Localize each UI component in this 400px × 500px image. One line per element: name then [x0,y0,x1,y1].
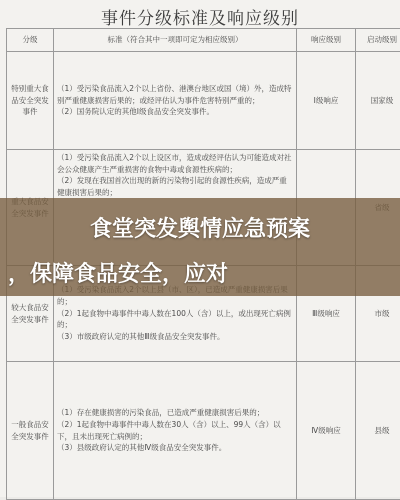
row-start: 市级 [356,266,400,362]
row-response: Ⅲ级响应 [297,266,356,362]
row-start: 国家级 [356,52,400,150]
header-response: 响应级别 [297,29,356,52]
standard-item: （1）受污染食品流入2个以上设区市，造成或经评估认为可能造成对社会公众健康产生严重损害的食物中毒或食源性疾病的； [57,152,293,175]
standard-item: （1）受污染食品流入2个以上省份、港澳台地区或国（境）外，造成特别严重健康损害后果的；或经评估认为事件危害特别严重的； [57,83,293,106]
standard-item: 的； [57,284,293,307]
row-level: 较大食品安全突发事件 [7,266,54,362]
document-title: 事件分级标准及响应级别 [0,4,400,29]
header-start: 启动级别 [356,29,400,52]
standard-item: （3）市级政府认定的其他Ⅲ级食品安全突发事件。 [57,331,293,343]
headline-line-2: ，保障食品安全，应对 [8,257,400,288]
header-standard: 标准（符合其中一项即可定为相应级别） [54,29,297,52]
standard-item: （3）县级政府认定的其他Ⅳ级食品安全突发事件。 [57,442,293,454]
standard-item: （2）1起食物中毒事件中毒人数在30人（含）以上、99人（含）以下，且未出现死亡病例的； [57,419,293,442]
table-row [7,362,400,500]
row-standard [54,52,297,150]
row-response: Ⅰ级响应 [297,52,356,150]
row-standard [54,362,297,500]
header-level: 分级 [7,29,54,52]
headline-line-1: 食堂突发舆情应急预案 [0,212,400,243]
table-header-row [7,29,400,52]
standard-item: （1）存在健康损害的污染食品，已造成严重健康损害后果的； [57,407,293,419]
table-row [7,52,400,150]
standard-item: （2）发现在我国首次出现的新的污染物引起的食源性疾病，造成严重健康损害后果的； [57,175,293,198]
row-level: 特别重大食品安全突发事件 [7,52,54,150]
row-start: 县级 [356,362,400,500]
standard-item: （2）1起食物中毒事件中毒人数在100人（含）以上，或出现死亡病例的； [57,308,293,331]
row-response: Ⅳ级响应 [297,362,356,500]
row-level: 一般食品安全突发事件 [7,362,54,500]
standard-item: （2）国务院认定的其他Ⅰ级食品安全突发事件。 [57,106,293,118]
